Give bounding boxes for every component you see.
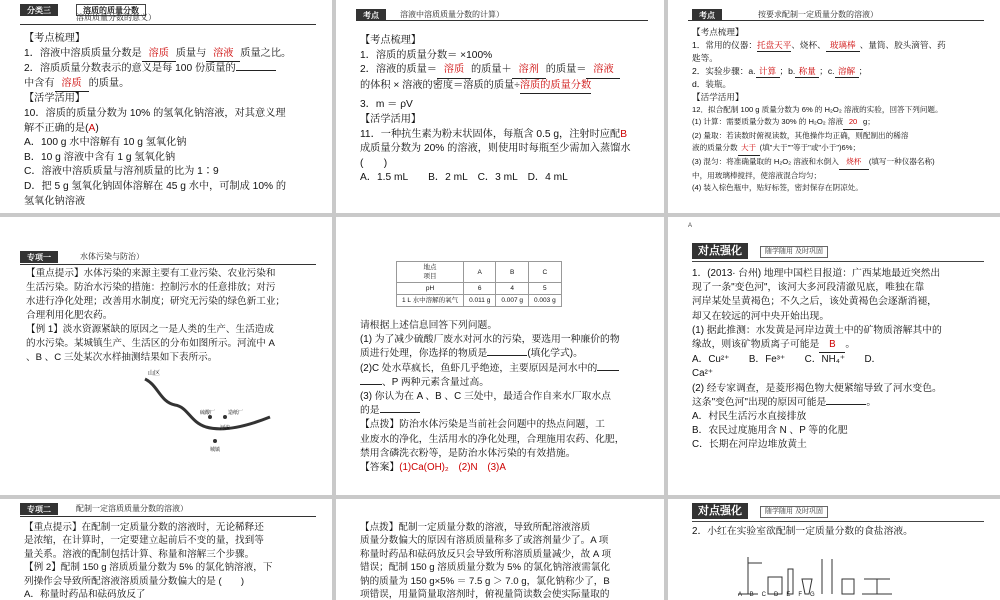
map-label: 河流	[220, 425, 231, 431]
text-line: 是浓缩，在计算时，一定要建立起前后不变的量，找到等	[24, 535, 264, 547]
text-line: 生活污染。防治水污染的措施：控制污水的任意排放；对污	[26, 282, 276, 293]
option-a: A．100 g 水中溶解有 10 g 氢氧化钠	[24, 137, 187, 149]
text-line: 【点拨】配制一定质量分数的溶液，导致所配溶液溶质	[360, 522, 591, 533]
text-line: 的是	[360, 404, 648, 418]
marker-a: A	[688, 223, 693, 229]
table-row: pH 6 4 5	[397, 283, 562, 295]
text-line: 的水污染。某城镇生产、生活区的分布如图所示。河流中 A	[26, 338, 275, 349]
figure-labels: A B C D E F G	[738, 592, 816, 598]
text-line: 量关系。溶液的配制包括计算、称量和溶解三个步骤。	[24, 548, 255, 560]
slide-body	[692, 26, 984, 195]
text-line: 成质量分数为 20% 的溶液，则使用时每瓶至少需加入蒸馏水	[360, 143, 631, 155]
text-line: 1．常用的仪器：托盘天平、烧杯、 玻璃棒 、量筒、胶头滴管、药	[692, 39, 984, 53]
slide-3[interactable]	[668, 0, 1000, 213]
text-line: 缘故，则该矿物质离子可能是 B 。	[692, 338, 984, 353]
text-line: (2)C 处水草疯长，鱼虾几乎绝迹，主要原因是河水中的	[360, 362, 648, 376]
text-line: 2．溶液的质量＝ 溶质 的质量＋ 溶剂 的质量＝ 溶液	[360, 63, 648, 79]
option-b: B．10 g 溶液中含有 1 g 氢氧化钠	[24, 151, 176, 163]
text-line: 3．m ＝ ρV	[360, 99, 413, 111]
text-line: (1) 计算：需要质量分数为 30% 的 H₂O₂ 溶液 20 g；	[692, 116, 984, 130]
practice-title: 对点强化	[692, 243, 748, 259]
header-rule	[20, 24, 316, 25]
option-d: D．把 5 g 氢氧化钠固体溶解在 45 g 水中，可制成 10% 的	[24, 180, 287, 192]
text-line: 【考点梳理】	[360, 35, 422, 46]
text-line: 2．实验步骤：a. 计算 ；b. 称量 ；c. 溶解 ；	[692, 65, 984, 79]
text-line: (1) 据此推测：水发黄是河岸边黄土中的矿物质溶解其中的	[692, 324, 942, 336]
text-line: 请根据上述信息回答下列问题。	[360, 320, 498, 331]
slide-subtitle: 溶质质量分数的意义）	[76, 13, 156, 22]
text-line: 合理利用化肥农药。	[26, 310, 113, 321]
slide-body	[24, 32, 316, 209]
text-line: 【重点提示】在配制一定质量分数的溶液时，无论稀释还	[24, 522, 264, 533]
text-line: 质量分数偏大的原因有溶质质量称多了或溶剂量少了。A 项	[360, 535, 609, 547]
text-line: 水进行净化处理；改善用水制度；研究无污染的绿色新工业；	[26, 296, 286, 307]
slide-subtitle: 配制一定溶质质量分数的溶液）	[76, 504, 188, 513]
slide-subtitle: 水体污染与防治）	[80, 252, 144, 261]
text-line: 【考点梳理】	[692, 27, 744, 37]
text-line: 1．溶质的质量分数＝ ×100%	[360, 49, 493, 61]
text-line: 钠的质量为 150 g×5% ＝ 7.5 g ＞ 7.0 g，氯化钠称少了，B	[360, 575, 610, 587]
answer-line: 【答案】(1)Ca(OH)₂ (2)N (3)A	[360, 462, 506, 474]
option-b: B．农民过度施用含 N 、P 等的化肥	[692, 425, 848, 437]
slide-1[interactable]	[0, 0, 332, 213]
text-line: 液的质量分数 大于 (填"大于""等于"或"小于")6%；	[692, 142, 984, 156]
text-line: 12．拟合配制 100 g 质量分数为 6% 的 H₂O₂ 溶液的实验，回答下列问题。	[692, 104, 943, 114]
text-line: 1．溶液中溶质质量分数是 溶质 质量与 溶液 质量之比。	[24, 47, 316, 63]
text-line: 1．(2013· 台州) 地理中国栏目报道：广西某地最近突然出	[692, 268, 941, 279]
text-line: (1) 为了减少硫酸厂废水对河水的污染，要选用一种廉价的物	[360, 334, 620, 346]
section-tag: 专项一	[20, 251, 58, 263]
map-label: 硫酸厂	[200, 410, 216, 416]
slide-subtitle: 按要求配制一定质量分数的溶液）	[758, 10, 878, 19]
practice-subtitle: 随学随用 及时巩固	[760, 246, 828, 258]
option-row: A．Cu²⁺ B．Fe³⁺ C．NH₄⁺ D．	[692, 354, 882, 366]
header-rule	[356, 20, 648, 21]
section-title: 溶质的质量分数	[76, 4, 146, 16]
text-line: (3) 混匀：将准确量取的 H₂O₂ 溶液和水倒入 烧杯 (填写一种仪器名称)	[692, 156, 984, 170]
header-rule	[692, 261, 984, 262]
section-tag: 考点	[356, 9, 386, 21]
option-c: C．溶液中溶质质量与溶剂质量的比为 1∶9	[24, 166, 219, 178]
text-line: 匙等。	[692, 53, 718, 64]
text-line: 禁用含磷洗衣粉等，是防治水体污染的有效措施。	[360, 447, 576, 459]
text-line: 【例 2】配制 150 g 溶质质量分数为 5% 的氯化钠溶液，下	[24, 562, 273, 574]
slide-body	[26, 267, 316, 365]
text-line: 【点拨】防治水体污染是当前社会问题中的热点问题，工	[360, 419, 605, 431]
header-rule	[688, 20, 984, 21]
text-line: 称量时药品和砝码放反只会导致所称溶质质量减少，故 A 项	[360, 548, 612, 560]
text-line: 11．一种抗生素为粉末状固体，每瓶含 0.5 g，注射时应配B	[360, 128, 627, 140]
option-a: A．村民生活污水直接排放	[692, 411, 807, 423]
text-line: 【活学活用】	[24, 93, 86, 105]
header-rule	[20, 516, 316, 517]
text-line: 业废水的净化，生活用水的净化处理，合理施用农药、化肥，	[360, 433, 625, 445]
option-c: C．长期在河岸边堆放黄土	[692, 439, 807, 451]
text-line: (2) 经专家调查，是菱形褐色物大便紧缩导致了河水变色。	[692, 382, 942, 394]
option-a: A．称量时药品和砝码放反了	[24, 589, 146, 600]
text-line: 【活学活用】	[692, 91, 744, 102]
table-row: 1 L 水中溶解的氧气 0.011 g 0.007 g 0.003 g	[397, 295, 562, 307]
practice-title: 对点强化	[692, 503, 748, 519]
practice-subtitle: 随学随用 及时巩固	[760, 506, 828, 518]
text-line: 【例 1】淡水资源紧缺的原因之一是人类的生产、生活造成	[26, 324, 274, 335]
map-label: 造纸厂	[228, 410, 244, 416]
text-line: d．装瓶。	[692, 79, 732, 90]
header-rule	[692, 521, 984, 522]
text-line: (2) 量取：若读数时俯视读数，其他操作均正确，则配制出的稀溶	[692, 130, 909, 140]
table-header: 地点 项目 A B C	[397, 262, 562, 283]
text-line: (4) 装入棕色瓶中，贴好标签，密封保存在阴凉处。	[692, 183, 863, 193]
slide-body	[24, 521, 316, 600]
text-line: 却又在较远的河中央开始出现。	[692, 310, 830, 322]
text-line: 2．溶质质量分数表示的意义是每 100 份质量的	[24, 62, 316, 77]
text-line: 中，用玻璃棒搅拌，使溶液混合均匀；	[692, 170, 822, 180]
text-line: 解不正确的是(A)	[24, 122, 99, 134]
map-label: 城镇	[210, 447, 221, 453]
text-line: 、P 两种元素含量过高。	[360, 376, 648, 390]
section-tag: 考点	[692, 9, 722, 21]
slide-body	[692, 267, 984, 453]
section-tag: 分类三	[20, 4, 58, 16]
slide-5[interactable]	[336, 217, 664, 495]
text-line: (3) 你认为在 A 、B 、C 三处中，最适合作自来水厂取水点	[360, 391, 611, 403]
text-line: 氢氧化钠溶液	[24, 195, 86, 207]
text-line: 河岸某处呈黄褐色；不久之后，该处黄褐色会逐渐消褪，	[692, 296, 937, 308]
slide-body	[360, 319, 648, 475]
slide-7[interactable]	[0, 499, 332, 600]
text-line: 2．小红在实验室欲配制一定质量分数的食盐溶液。	[692, 526, 913, 537]
text-line: 这条"变色河"出现的原因可能是 。	[692, 396, 877, 408]
text-line: Ca²⁺	[692, 368, 713, 380]
text-line: ( )	[360, 157, 388, 169]
text-line: 中含有 溶质 的质量。	[24, 77, 316, 93]
text-line: 项错误，用量筒量取溶剂时，俯视量筒读数会使实际量取的	[360, 589, 610, 600]
header-rule	[20, 264, 316, 265]
slide-body	[360, 521, 648, 600]
river-map	[140, 367, 280, 457]
text-line: 的体积 × 溶液的密度＝溶质的质量÷溶质的质量分数	[360, 79, 648, 95]
slide-body	[692, 525, 984, 539]
slide-subtitle: 溶液中溶质质量分数的计算）	[400, 10, 504, 19]
text-line: 质进行处理，你选择的物质是 (填化学式)。	[360, 348, 583, 360]
section-tag: 专项二	[20, 503, 58, 515]
slide-2[interactable]	[336, 0, 664, 213]
text-line: 、B 、C 三处某次水样抽测结果如下表所示。	[26, 352, 218, 363]
text-line: 列操作会导致所配溶液溶质质量分数偏大的是 ( )	[24, 575, 245, 587]
text-line: 错误；配制 150 g 溶质质量分数为 5% 的氯化钠溶液需氯化	[360, 562, 611, 574]
option-row: A．1.5 mL B．2 mL C．3 mL D．4 mL	[360, 172, 568, 184]
text-line: 【活学活用】	[360, 113, 422, 125]
slide-4[interactable]	[0, 217, 332, 495]
text-line: 【考点梳理】	[24, 33, 86, 44]
text-line: 现了一条"变色河"，该河大多河段清澈见底，唯独在靠	[692, 282, 925, 294]
slide-9[interactable]	[668, 499, 1000, 600]
text-line: 【重点提示】水体污染的来源主要有工业污染、农业污染和	[26, 268, 276, 279]
slide-8[interactable]	[336, 499, 664, 600]
slide-6[interactable]	[668, 217, 1000, 495]
map-label: 山区	[148, 371, 161, 377]
text-line: 10．溶质的质量分数为 10% 的氢氧化钠溶液，对其意义理	[24, 107, 286, 119]
slide-body	[360, 34, 648, 186]
water-sample-table	[396, 261, 562, 307]
